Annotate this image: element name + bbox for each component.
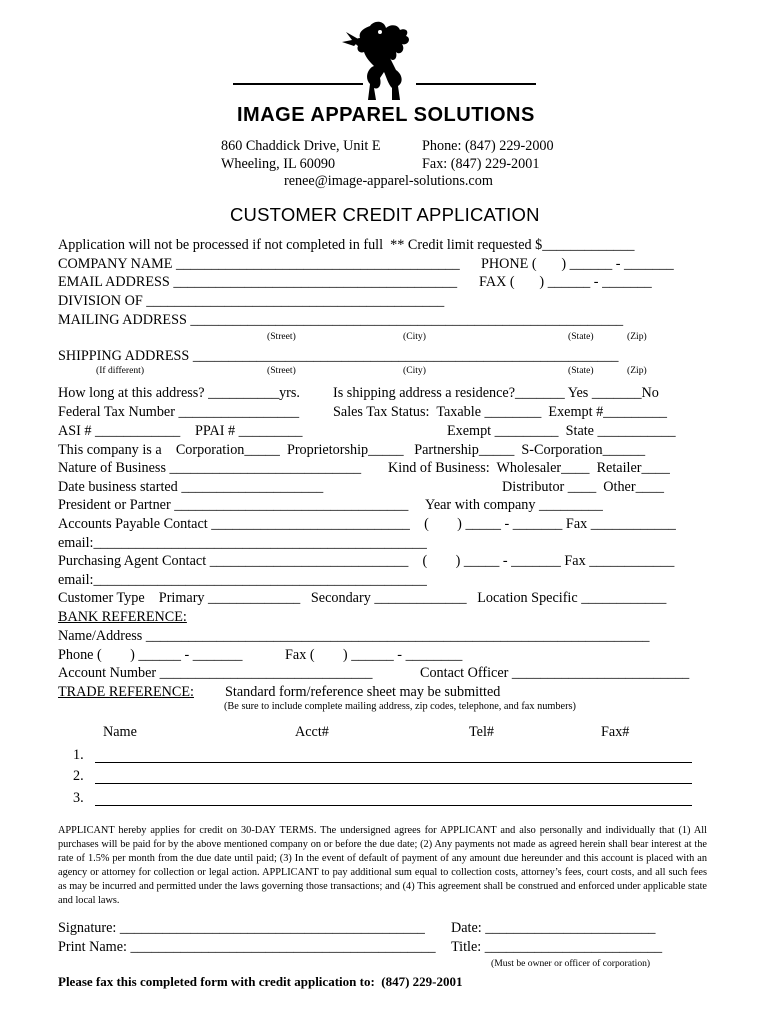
bank-fax-field[interactable]: Fax ( ) ______ - ________	[285, 647, 463, 663]
residence-field[interactable]: Is shipping address a residence?_______ Yes _______No	[333, 385, 659, 401]
trade-reference-heading: TRADE REFERENCE:	[58, 684, 194, 700]
header-email: renee@image-apparel-solutions.com	[284, 173, 493, 189]
division-field[interactable]: DIVISION OF __________________________________________	[58, 293, 445, 309]
ppai-field[interactable]: PPAI # _________	[195, 423, 303, 439]
header-rule-left	[233, 83, 363, 85]
shipping-address-field[interactable]: SHIPPING ADDRESS ____________________________________________________________	[58, 348, 619, 364]
bank-name-address-field[interactable]: Name/Address _______________________________________________________________________	[58, 628, 650, 644]
print-name-field[interactable]: Print Name: ___________________________________________	[58, 939, 436, 955]
years-at-address-field[interactable]: How long at this address? __________yrs.	[58, 385, 300, 401]
account-number-field[interactable]: Account Number ______________________________	[58, 665, 373, 681]
company-name: IMAGE APPAREL SOLUTIONS	[237, 104, 535, 126]
president-field[interactable]: President or Partner _________________________________	[58, 497, 409, 513]
contact-officer-field[interactable]: Contact Officer _________________________	[420, 665, 690, 681]
mailing-state-caption: (State)	[568, 331, 594, 342]
trade-col-name: Name	[103, 724, 137, 740]
kind-of-business-field[interactable]: Kind of Business: Wholesaler____ Retailer____	[388, 460, 670, 476]
shipping-state-caption: (State)	[568, 365, 594, 376]
trade-row-2-number: 2.	[73, 768, 84, 784]
date-started-field[interactable]: Date business started ____________________	[58, 479, 324, 495]
form-title: CUSTOMER CREDIT APPLICATION	[230, 204, 540, 225]
header-fax: Fax: (847) 229-2001	[422, 156, 540, 172]
ap-contact-field[interactable]: Accounts Payable Contact ____________________________ ( ) _____ - _______ Fax ____________	[58, 516, 676, 532]
address-line-1: 860 Chaddick Drive, Unit E	[221, 138, 381, 154]
phone-field[interactable]: PHONE ( ) ______ - _______	[481, 256, 674, 272]
mailing-address-field[interactable]: MAILING ADDRESS _____________________________________________________________	[58, 312, 624, 328]
mailing-city-caption: (City)	[403, 331, 426, 342]
owner-officer-note: (Must be owner or officer of corporation)	[491, 958, 651, 969]
date-field[interactable]: Date: ________________________	[451, 920, 656, 936]
distributor-other-field[interactable]: Distributor ____ Other____	[502, 479, 664, 495]
title-field[interactable]: Title: _________________________	[451, 939, 663, 955]
header-rule-right	[416, 83, 536, 85]
trade-row-1-number: 1.	[73, 747, 84, 763]
email-address-field[interactable]: EMAIL ADDRESS ________________________________________	[58, 274, 458, 290]
shipping-diff-caption: (If different)	[96, 365, 145, 376]
sales-tax-status-field[interactable]: Sales Tax Status: Taxable ________ Exempt #_________	[333, 404, 668, 420]
ap-email-field[interactable]: email:_______________________________________________	[58, 535, 427, 551]
bank-phone-field[interactable]: Phone ( ) ______ - _______	[58, 647, 243, 663]
header-phone: Phone: (847) 229-2000	[422, 138, 554, 154]
address-line-2: Wheeling, IL 60090	[221, 156, 336, 172]
trade-reference-note: Standard form/reference sheet may be submitted	[225, 684, 501, 700]
trade-col-acct: Acct#	[295, 724, 329, 740]
credit-limit-line[interactable]: Application will not be processed if not completed in full ** Credit limit requested $_____________	[58, 237, 635, 253]
signature-field[interactable]: Signature: ___________________________________________	[58, 920, 425, 936]
mailing-zip-caption: (Zip)	[627, 331, 647, 342]
shipping-city-caption: (City)	[403, 365, 426, 376]
company-name-field[interactable]: COMPANY NAME ________________________________________	[58, 256, 460, 272]
trade-row-1-line[interactable]	[95, 762, 692, 763]
federal-tax-field[interactable]: Federal Tax Number _________________	[58, 404, 300, 420]
asi-field[interactable]: ASI # ____________	[58, 423, 181, 439]
purchasing-contact-field[interactable]: Purchasing Agent Contact ____________________________ ( ) _____ - _______ Fax ____________	[58, 553, 675, 569]
trade-row-3-line[interactable]	[95, 805, 692, 806]
trade-reference-instructions: (Be sure to include complete mailing address, zip codes, telephone, and fax numbers)	[224, 701, 576, 712]
griffin-logo-icon	[340, 18, 428, 108]
nature-of-business-field[interactable]: Nature of Business ___________________________	[58, 460, 362, 476]
customer-type-field[interactable]: Customer Type Primary _____________ Secondary _____________ Location Specific ____________	[58, 590, 667, 606]
shipping-zip-caption: (Zip)	[627, 365, 647, 376]
year-with-company-field[interactable]: Year with company _________	[425, 497, 603, 513]
trade-col-fax: Fax#	[601, 724, 630, 740]
purchasing-email-field[interactable]: email:_______________________________________________	[58, 572, 427, 588]
company-type-field[interactable]: This company is a Corporation_____ Proprietorship_____ Partnership_____ S-Corporation______	[58, 442, 646, 458]
terms-paragraph: APPLICANT hereby applies for credit on 30-DAY TERMS. The undersigned agrees for APPLICANT and also personally and individually that (1) All purchases will be paid for by the above mentioned company on or before the due date; (2) Any payments not made as agreed herein shall bear interest at the rate of 1.5% per month from the due date until paid; (3) In the event of default of payment of any amount due hereunder and this account is placed with an agency or attorney for collection or legal action. APPLICANT to pay additional sum equal to collection costs, attorney’s fees, court costs, and all such fees as may be incurred and permitted under the laws governing those transactions; and (4) This agreement shall be construed and enforced under applicable state and local laws.	[58, 825, 707, 907]
bank-reference-heading: BANK REFERENCE:	[58, 609, 187, 625]
fax-instructions: Please fax this completed form with credit application to: (847) 229-2001	[58, 974, 463, 989]
trade-row-2-line[interactable]	[95, 783, 692, 784]
fax-field[interactable]: FAX ( ) ______ - _______	[479, 274, 652, 290]
trade-row-3-number: 3.	[73, 790, 84, 806]
trade-col-tel: Tel#	[469, 724, 495, 740]
shipping-street-caption: (Street)	[267, 365, 296, 376]
exempt-state-field[interactable]: Exempt _________ State ___________	[447, 423, 676, 439]
mailing-street-caption: (Street)	[267, 331, 296, 342]
